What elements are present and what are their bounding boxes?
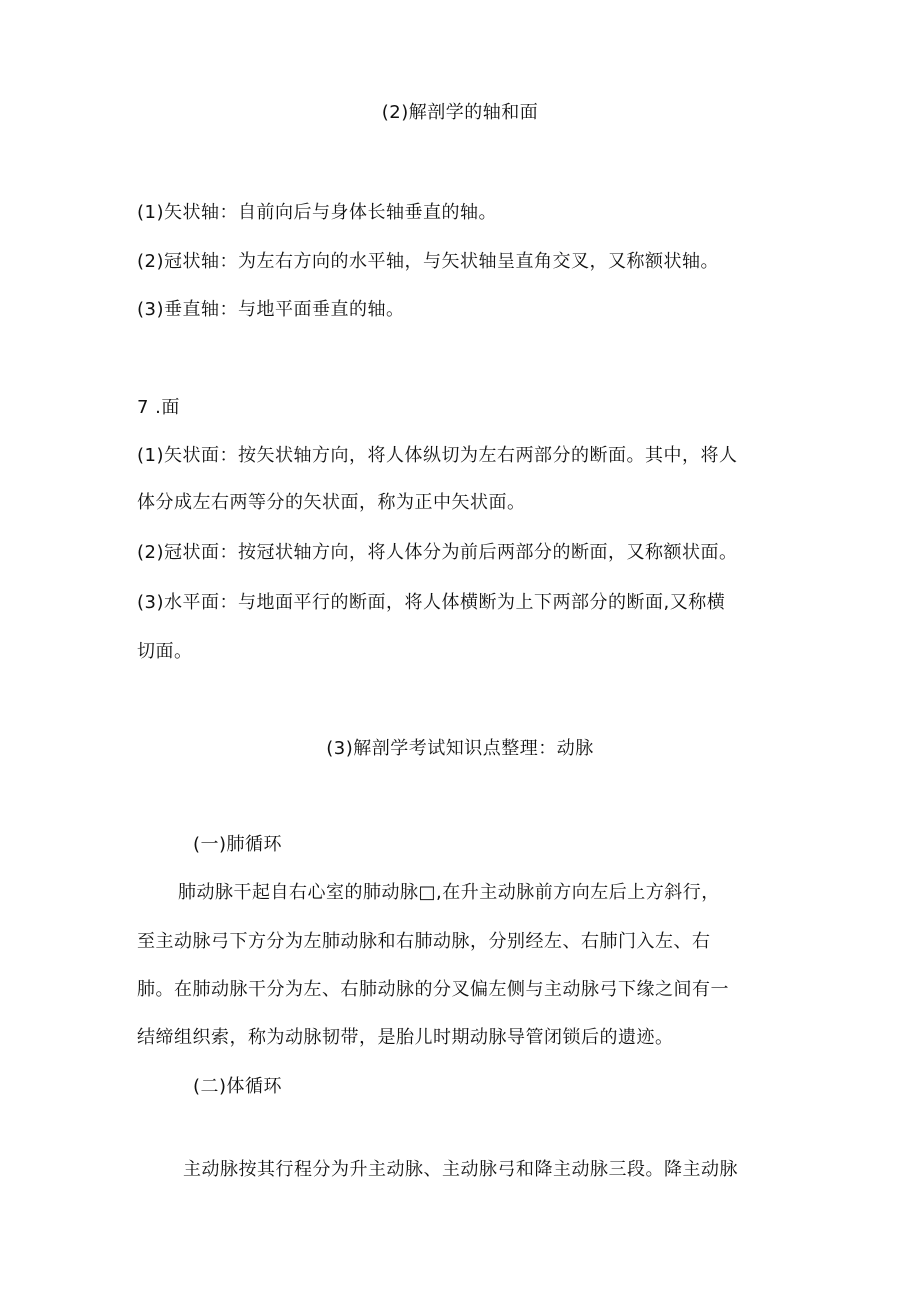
plane-line-coronal: (2)冠状面：按冠状轴方向，将人体分为前后两部分的断面，又称额状面。	[137, 542, 738, 563]
plane-line-horizontal-1: (3)水平面：与地面平行的断面，将人体横断为上下两部分的断面,又称横	[137, 592, 726, 613]
planes-heading: 7 .面	[137, 397, 180, 418]
paragraph-line-1: 肺动脉干起自右心室的肺动脉□,在升主动脉前方向左后上方斜行，	[178, 882, 720, 903]
plane-line-sagittal-2: 体分成左右两等分的矢状面，称为正中矢状面。	[137, 492, 526, 513]
paragraph-line-3: 肺。在肺动脉干分为左、右肺动脉的分叉偏左侧与主动脉弓下缘之间有一	[137, 979, 729, 1000]
subheading-pulmonary-circulation: (一)肺循环	[193, 834, 283, 855]
plane-line-horizontal-2: 切面。	[137, 641, 193, 662]
section-heading-axes-planes: (2)解剖学的轴和面	[381, 102, 539, 123]
paragraph-line-2: 至主动脉弓下方分为左肺动脉和右肺动脉，分别经左、右肺门入左、右	[137, 931, 711, 952]
axis-item-sagittal: (1)矢状轴：自前向后与身体长轴垂直的轴。	[137, 202, 497, 223]
section-heading-arteries: (3)解剖学考试知识点整理：动脉	[326, 738, 594, 759]
paragraph-line-4: 结缔组织索，称为动脉韧带，是胎儿时期动脉导管闭锁后的遗迹。	[137, 1027, 674, 1048]
paragraph-line-5: 主动脉按其行程分为升主动脉、主动脉弓和降主动脉三段。降主动脉	[183, 1159, 738, 1180]
plane-line-sagittal-1: (1)矢状面：按矢状轴方向，将人体纵切为左右两部分的断面。其中，将人	[137, 445, 738, 466]
axis-item-vertical: (3)垂直轴：与地平面垂直的轴。	[137, 299, 405, 320]
subheading-systemic-circulation: (二)体循环	[193, 1076, 283, 1097]
axis-item-coronal: (2)冠状轴：为左右方向的水平轴，与矢状轴呈直角交叉，又称额状轴。	[137, 251, 719, 272]
